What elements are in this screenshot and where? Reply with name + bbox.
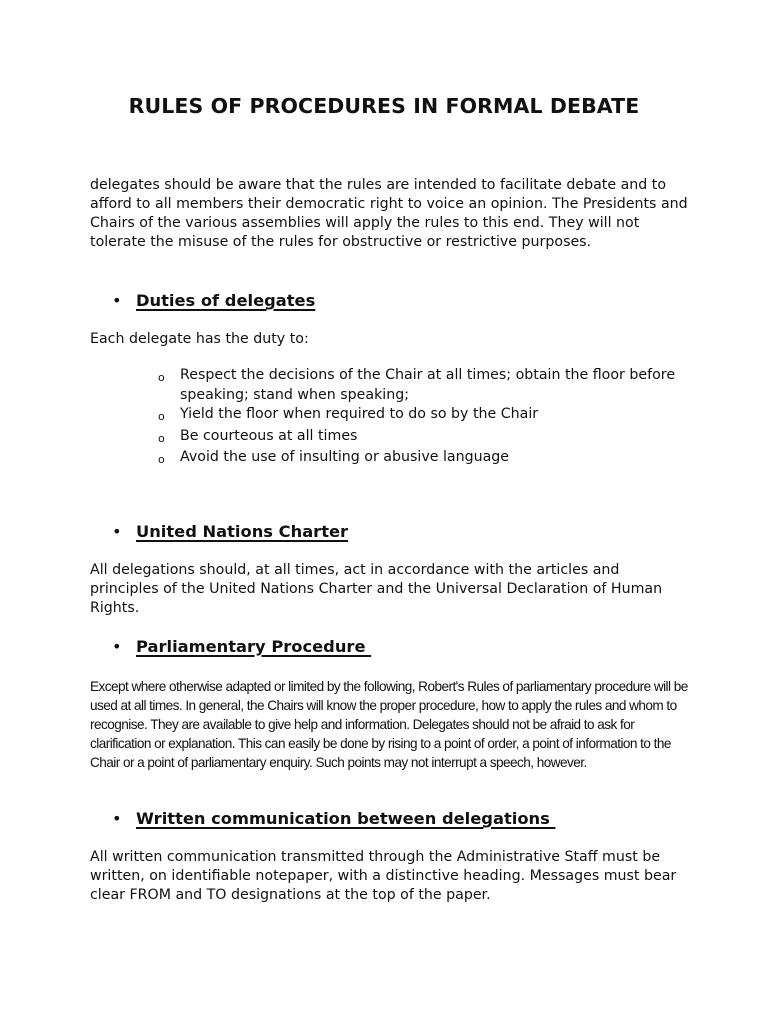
list-item-text: Be courteous at all times bbox=[180, 427, 358, 444]
intro-paragraph: delegates should be aware that the rules are intended to facilitate debate and to afford to all members their democratic right to voice an opinion. The Presidents and Chairs of the various assemblies will apply the rules to this end. They will not tolerate the misuse of the rules for obstructive or restrictive purposes. bbox=[90, 177, 688, 250]
list-item bbox=[158, 448, 718, 470]
bullet-icon: • bbox=[112, 291, 122, 310]
section-heading-written-communication bbox=[112, 808, 555, 830]
section-paragraph-written-communication: All written communication transmitted through the Administrative Staff must be written, on identifiable notepaper, with a distinctive heading. Messages must bear clear FROM and TO designations at the top of the paper. bbox=[90, 849, 677, 903]
list-item bbox=[158, 427, 718, 449]
section-paragraph-parliamentary-procedure: Except where otherwise adapted or limited by the following, Robert's Rules of parliamentary procedure will be used at all times. In general, the Chairs will know the proper procedure, how to apply the rules and whom to recognise. They are available to give help and information. Delegates should not be afraid to ask for clarification or explanation. This can easily be done by rising to a point of order, a point of information to the Chair or a point of parliamentary enquiry. Such points may not interrupt a speech, however. bbox=[90, 679, 688, 770]
circle-bullet-icon: o bbox=[158, 410, 165, 423]
circle-bullet-icon: o bbox=[158, 453, 165, 466]
section-heading-text: Duties of delegates bbox=[136, 291, 316, 310]
bullet-icon: • bbox=[112, 809, 122, 828]
section-heading-text: Written communication between delegations bbox=[136, 809, 556, 828]
circle-bullet-icon: o bbox=[158, 431, 165, 445]
bullet-icon: • bbox=[112, 522, 122, 541]
section-heading-duties bbox=[112, 290, 315, 312]
list-item-text: Avoid the use of insulting or abusive language bbox=[180, 449, 510, 465]
section-paragraph-un-charter: All delegations should, at all times, act in accordance with the articles and principles of the United Nations Charter and the Universal Declaration of Human Rights. bbox=[90, 562, 663, 616]
circle-bullet-icon: o bbox=[158, 371, 165, 384]
list-item bbox=[158, 366, 718, 405]
section-heading-un-charter bbox=[112, 521, 348, 543]
bullet-icon: • bbox=[112, 637, 122, 656]
section-heading-text: Parliamentary Procedure bbox=[136, 637, 372, 656]
duties-list bbox=[158, 366, 718, 470]
section-paragraph-duties: Each delegate has the duty to: bbox=[90, 331, 309, 347]
list-item-text: Yield the floor when required to do so by the Chair bbox=[180, 406, 539, 422]
section-heading-parliamentary-procedure bbox=[112, 636, 371, 658]
section-heading-text: United Nations Charter bbox=[136, 522, 349, 541]
list-item bbox=[158, 405, 718, 427]
document-title: RULES OF PROCEDURES IN FORMAL DEBATE bbox=[128, 94, 640, 118]
list-item-text: Respect the decisions of the Chair at all times; obtain the floor before speaking; stand when speaking; bbox=[180, 367, 676, 403]
